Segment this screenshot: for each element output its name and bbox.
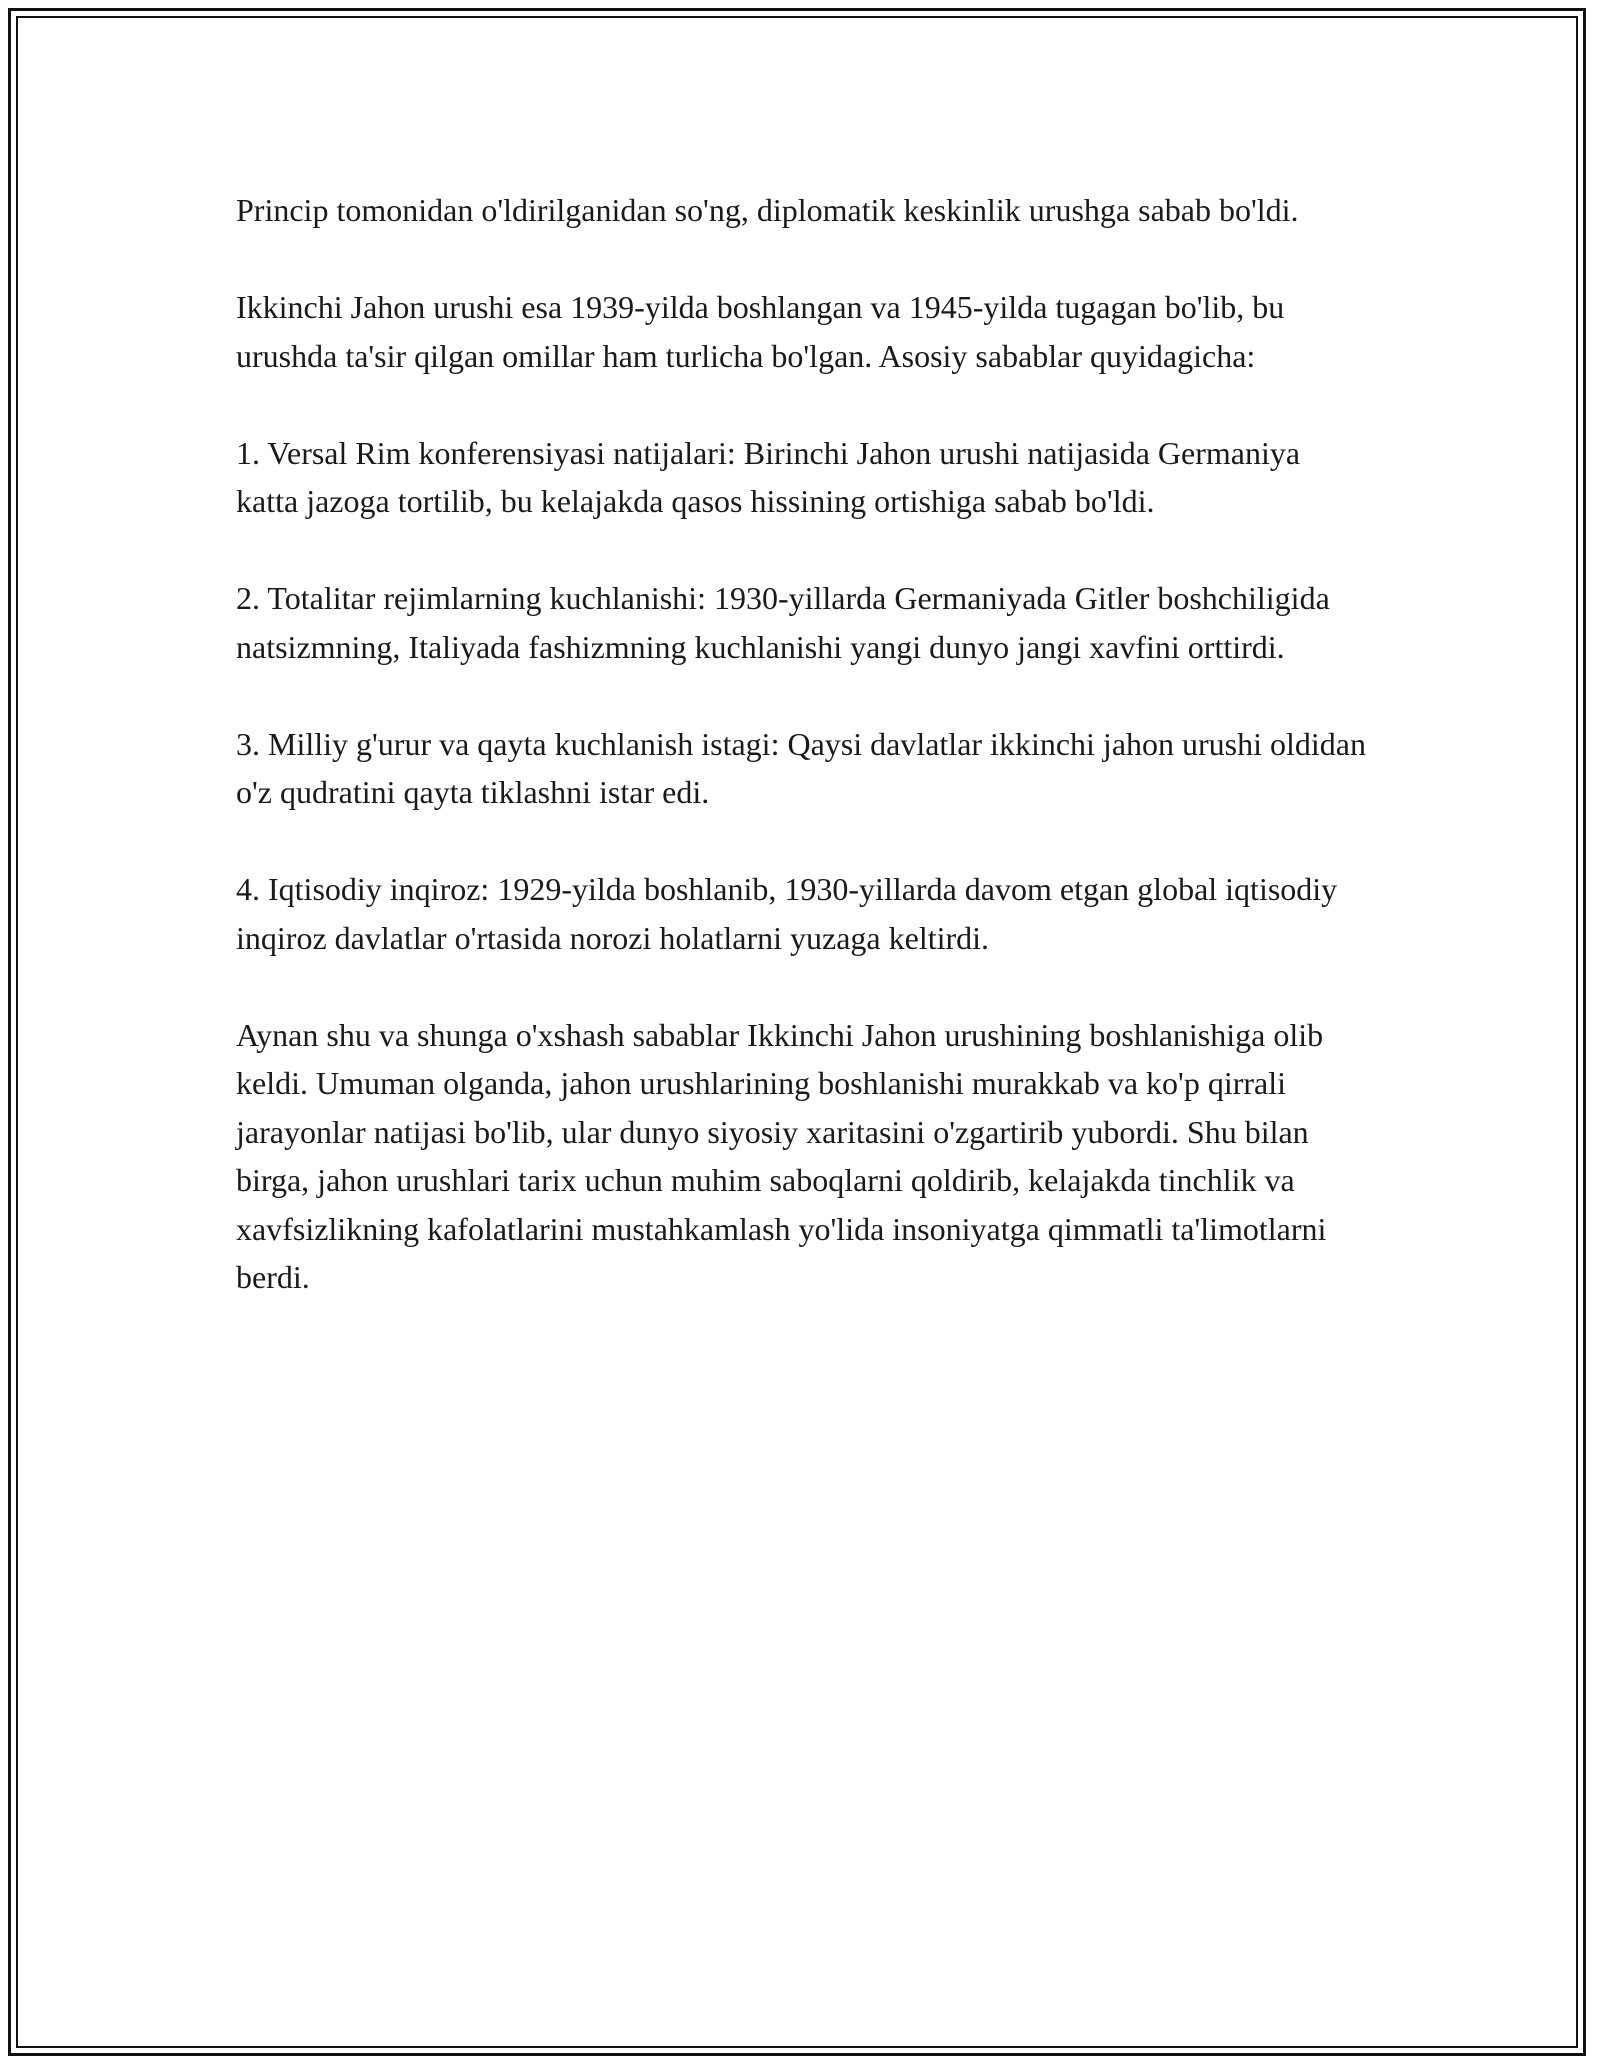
document-body xyxy=(236,186,1366,1350)
list-item-2: 2. Totalitar rejimlarning kuchlanishi: 1930-yillarda Germaniyada Gitler boshchiligida natsizmning, Italiyada fashizmning kuchlanishi yangi dunyo jangi xavfini orttirdi. xyxy=(236,580,1330,665)
paragraph-conclusion: Aynan shu va shunga o'xshash sabablar Ikkinchi Jahon urushining boshlanishiga olib keldi. Umuman olganda, jahon urushlarining boshlanishi murakkab va ko'p qirrali jarayonlar natijasi bo'lib, ular dunyo siyosiy xaritasini o'zgartirib yubordi. Shu bilan birga, jahon urushlari tarix uchun muhim saboqlarni qoldirib, kelajakda tinchlik va xavfsizlikning kafolatlarini mustahkamlash yo'lida insoniyatga qimmatli ta'limotlarni berdi. xyxy=(236,1016,1327,1295)
list-item-3: 3. Milliy g'urur va qayta kuchlanish istagi: Qaysi davlatlar ikkinchi jahon urushi oldidan o'z qudratini qayta tiklashni istar edi. xyxy=(236,725,1366,810)
paragraph-ww2-intro: Ikkinchi Jahon urushi esa 1939-yilda boshlangan va 1945-yilda tugagan bo'lib, bu urushda ta'sir qilgan omillar ham turlicha bo'lgan. Asosiy sabablar quyidagicha: xyxy=(236,289,1285,374)
paragraph-continuation: Princip tomonidan o'ldirilganidan so'ng, diplomatik keskinlik urushga sabab bo'ldi. xyxy=(236,192,1299,228)
list-item-1: 1. Versal Rim konferensiyasi natijalari: Birinchi Jahon urushi natijasida Germaniya katta jazoga tortilib, bu kelajakda qasos hissining ortishiga sabab bo'ldi. xyxy=(236,434,1301,519)
list-item-4: 4. Iqtisodiy inqiroz: 1929-yilda boshlanib, 1930-yillarda davom etgan global iqtisodiy inqiroz davlatlar o'rtasida norozi holatlarni yuzaga keltirdi. xyxy=(236,871,1338,956)
